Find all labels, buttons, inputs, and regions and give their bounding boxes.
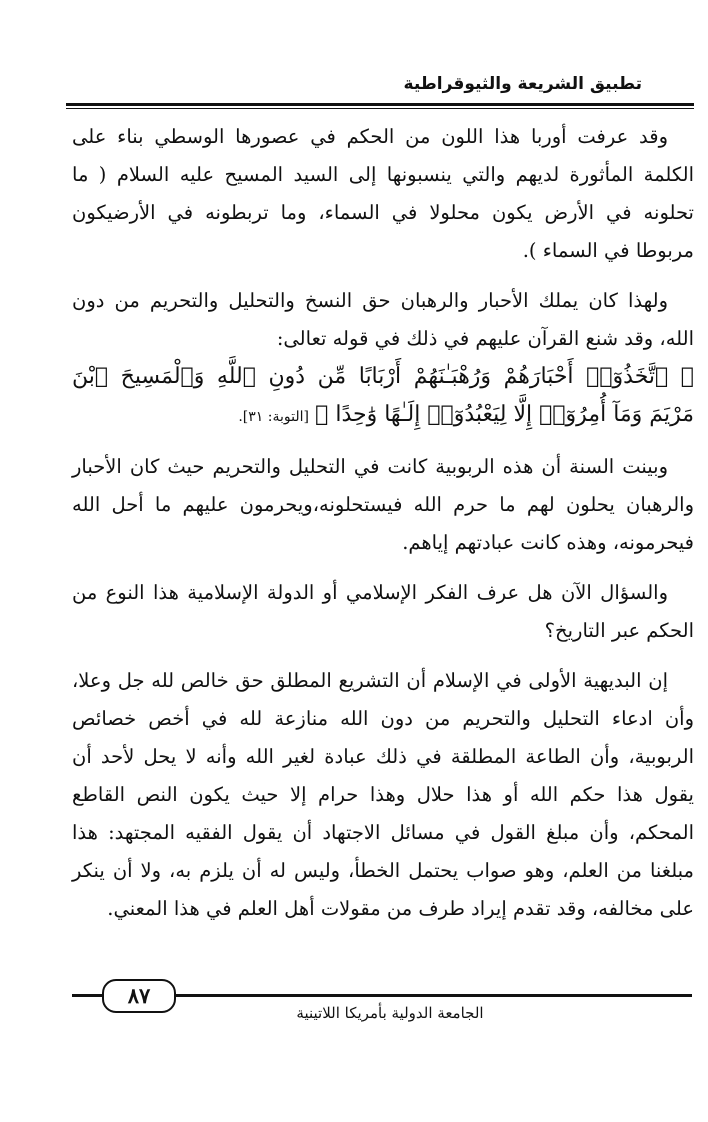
quran-verse: ﴿ ٱتَّخَذُوٓا۟ أَحْبَارَهُمْ وَرُهْبَـٰنَهُمْ أَرْبَابًا مِّن دُونِ ٱللَّهِ وَٱلْمَسِيحَ ٱبْنَ مَرْيَمَ وَمَآ أُمِرُوٓا۟ إِلَّا لِيَعْبُدُوٓا۟ إِلَـٰهًا وَٰحِدًا ﴾ [72,364,694,427]
paragraph-1: وقد عرفت أوربا هذا اللون من الحكم في عصورها الوسطي بناء على الكلمة المأثورة لديهم والتي ينسبونها إلى السيد المسيح عليه السلام ( ما تحلونه في الأرض يكون محلولا في السماء، وما تربطونه في الأرضيكون مربوطا في السماء ). [72,125,694,262]
paragraph-4: والسؤال الآن هل عرف الفكر الإسلامي أو الدولة الإسلامية هذا النوع من الحكم عبر التاريخ؟ [72,581,694,642]
paragraph-2 [72,282,694,358]
page-body [72,118,694,940]
paragraph-5: إن البديهية الأولى في الإسلام أن التشريع المطلق حق خالص لله جل وعلا، وأن ادعاء التحليل والتحريم من دون الله منازعة لله في أخص خصائص الربوبية، وأن الطاعة المطلقة في ذلك عبادة لغير الله وأنه لا يحل لأحد أن يقول هذا حكم الله أو هذا حلال وهذا حرام إلا حيث يكون النص القاطع المحكم، وأن مبلغ القول في مسائل الاجتهاد أن يقول الفقيه المجتهد: هذا مبلغنا من العلم، وهو صواب يحتمل الخطأ، وليس له أن يلزم به، ولا أن ينكر على مخالفه، وقد تقدم إيراد طرف من مقولات أهل العلم في هذا المعني. [72,669,694,920]
quran-reference: [التوبة: ٣١]. [238,409,309,425]
footer-university-name: الجامعة الدولية بأمريكا اللاتينية [296,1004,484,1022]
running-header-title: تطبيق الشريعة والثيوقراطية [403,74,642,94]
paragraph-3: وبينت السنة أن هذه الربوبية كانت في التحليل والتحريم حيث كان الأحبار والرهبان يحلون لهم ما حرم الله فيستحلونه،ويحرمون عليهم ما أحل الله فيحرمونه، وهذه كانت عبادتهم إياهم. [72,455,694,554]
quran-verse-paragraph [72,358,694,436]
header-rule [66,103,694,109]
paragraph-2-text: ولهذا كان يملك الأحبار والرهبان حق النسخ والتحليل والتحريم من دون الله، وقد شنع القرآن عليهم في ذلك في قوله تعالى: [72,289,694,350]
page-number: ٨٧ [102,979,176,1013]
